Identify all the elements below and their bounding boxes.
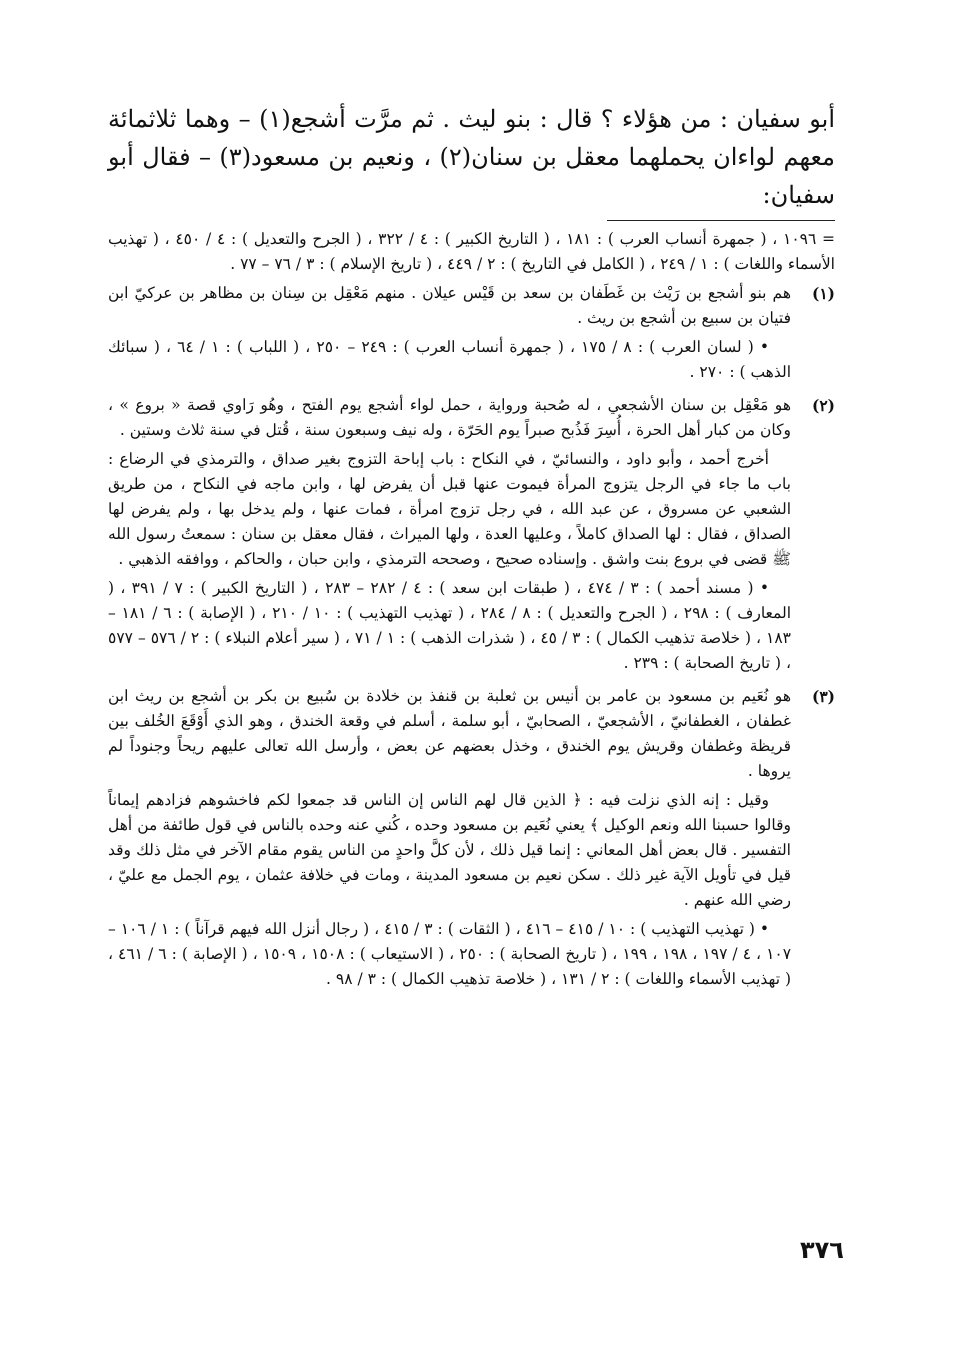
footnote-references: • ( لسان العرب ) : ٨ / ١٧٥ ، ( جمهرة أنساب العرب ) : ٢٤٩ – ٢٥٠ ، ( اللباب ) : ١ / ٦٤ ، ( سبائك الذهب ) : ٢٧٠ . <box>108 338 791 381</box>
footnote-references: • ( مسند أحمد ) : ٣ / ٤٧٤ ، ( طبقات ابن سعد ) : ٤ / ٢٨٢ – ٢٨٣ ، ( التاريخ الكبير ) : ٧ / ٣٩١ ، ( المعارف ) : ٢٩٨ ، ( الجرح والتعديل ) : ٨ / ٢٨٤ ، ( تهذيب التهذيب ) : ١٠ / ٢١٠ ، ( الإصابة ) : ٦ / ١٨١ – ١٨٣ ، ( خلاصة تذهيب الكمال ) : ٣ / ٤٥ ، ( شذرات الذهب ) : ١ / ٧١ ، ( سير أعلام النبلاء ) : ٢ / ٥٧٦ – ٥٧٧ ، ( تاريخ الصحابة ) : ٢٣٩ . <box>108 579 792 672</box>
footnote-paragraph: هم بنو أشجع بن رَيْث بن غَطَفان بن سعد بن قَيْس عيلان . منهم مَعْقِل بن سِنان بن مظاهر بن عركيّ ابن فتيان بن سبيع بن أشجع بن ريث . <box>108 284 791 327</box>
footnote-paragraph: هو مَعْقِل بن سنان الأشجعي ، له صُحبة ورواية ، حمل لواء أشجع يوم الفتح ، وهُو رَاوي قصة « بروع » ، وكان من كبار أهل الحرة ، أُسِرَ فَذُبح صبراً يوم الحَرّة ، وله نيف وسبعون سنة ، قُتل في سنة ثلاث وستين . <box>108 396 791 439</box>
footnote-paragraph: هو نُعَيم بن مسعود بن عامر بن أنيس بن ثعلبة بن قنفذ بن خلادة بن سُبيع بن بكر بن أشجع بن ريث ابن غطفان ، الغطفانيّ ، الأشجعيّ ، الصحابيّ ، أبو سلمة ، أسلم في وقعة الخندق ، وهو الذي أَوْقَعَ الخُلف بين قريظة وغطفان وقريش يوم الخندق ، وخذل بعضهم عن بعض ، وأرسل الله تعالى عليهم ريحاً وجنوداً لم يروها . <box>108 687 791 780</box>
footnote-number: (٢) <box>811 396 835 415</box>
footnote-references: • ( تهذيب التهذيب ) : ١٠ / ٤١٥ – ٤١٦ ، ( الثقات ) : ٣ / ٤١٥ ، ( رجال أنزل الله فيهم قرآناً ) : ١ / ١٠٦ – ١٠٧ ، ٤ / ١٩٧ ، ١٩٨ ، ١٩٩ ، ( تاريخ الصحابة ) : ٢٥٠ ، ( الاستيعاب ) : ١٥٠٨ ، ١٥٠٩ ، ( الإصابة ) : ٦ / ٤٦١ ، ( تهذيب الأسماء واللغات ) : ٢ / ١٣١ ، ( خلاصة تذهيب الكمال ) : ٣ / ٩٨ . <box>108 920 792 988</box>
continuation-note: = ١٠٩٦ ، ( جمهرة أنساب العرب ) : ١٨١ ، ( التاريخ الكبير ) : ٤ / ٣٢٢ ، ( الجرح والتعديل ) : ٤ / ٤٥٠ ، ( تهذيب الأسماء واللغات ) : ١ / ٢٤٩ ، ( الكامل في التاريخ ) : ٢ / ٤٤٩ ، ( تاريخ الإسلام ) : ٣ / ٧٦ – ٧٧ . <box>108 230 836 273</box>
footnote-paragraph: أخرج أحمد ، وأبو داود ، والنسائيّ ، في النكاح : باب إباحة التزوج بغير صداق ، والترمذي في الرضاع : باب ما جاء في الرجل يتزوج المرأة فيموت عنها قبل أن يفرض لها ، وابن ماجه في النكاح ، من طريق الشعبي عن مسروق ، عن عبد الله ، في رجل تزوج امرأة ، فمات عنها ، ولم يدخل بها ، ولم يفرض لها الصداق ، فقال : لها الصداق كاملاً ، وعليها العدة ، ولها الميراث ، فقال معقل بن سنان : سمعتُ رسول الله ﷺ قضى في بروع بنت واشق . وإسناده صحيح ، وصححه الترمذي ، وابن حبان ، والحاكم ، ووافقه الذهبي . <box>108 450 791 568</box>
footnote-3 <box>108 684 835 996</box>
page-number: ٣٧٦ <box>800 1236 844 1264</box>
footnote-2 <box>108 393 835 680</box>
main-text: أبو سفيان : من هؤلاء ؟ قال : بنو ليث . ثم مرَّت أشجع(١) – وهما ثلاثمائة معهم لواءان يحملهما معقل بن سنان(٢) ، ونعيم بن مسعود(٣) – فقال أبو سفيان: <box>108 105 835 209</box>
footnote-paragraph: وقيل : إنه الذي نزلت فيه : ﴿ الذين قال لهم الناس إن الناس قد جمعوا لكم فاخشوهم فزادهم إيماناً وقالوا حسبنا الله ونعم الوكيل ﴾ يعني نُعَيم بن مسعود وحده ، كُني عنه وحده بالناس في قول طائفة من أهل التفسير . قال بعض أهل المعاني : إنما قيل ذلك ، لأن كلَّ واحدٍ من الناس يقوم مقام الآخر في مثل ذلك وقد قيل في تأويل الآية غير ذلك . سكن نعيم بن مسعود المدينة ، ومات في خلافة عثمان ، يوم الجمل مع عليّ ، رضي الله عنهم . <box>108 791 791 909</box>
page <box>108 100 835 1000</box>
footnote-number: (١) <box>811 284 835 303</box>
footnote-1 <box>108 281 835 389</box>
footnote-number: (٣) <box>811 687 835 706</box>
footnote-separator <box>607 220 835 221</box>
